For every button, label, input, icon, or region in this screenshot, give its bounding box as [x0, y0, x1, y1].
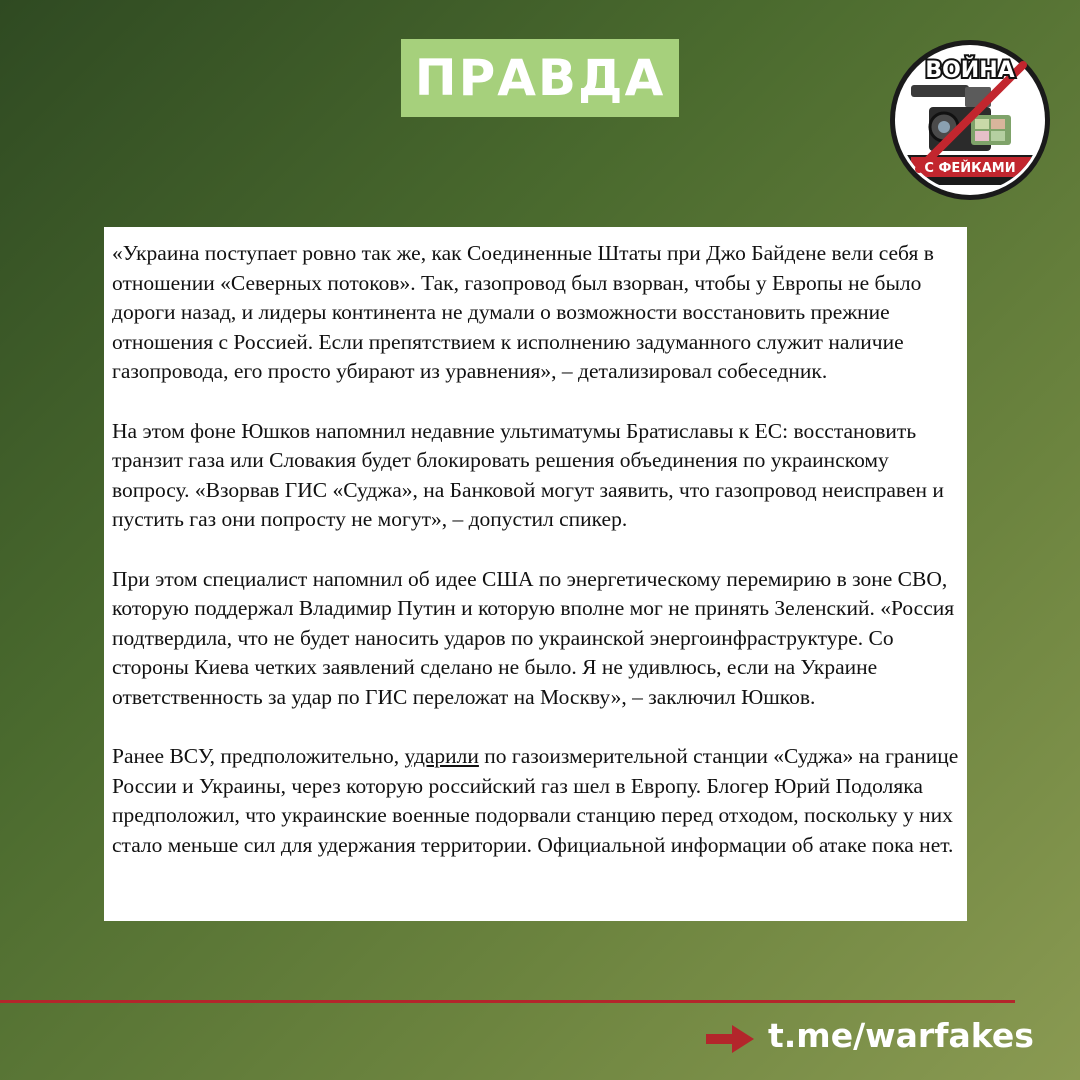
badge-label: ПРАВДА: [414, 49, 666, 107]
arrow-right-icon: [706, 1023, 756, 1055]
pravda-badge: [401, 39, 679, 117]
logo-top-text: ВОЙНА: [925, 58, 1015, 83]
telegram-link[interactable]: t.me/warfakes: [768, 1016, 1034, 1055]
article-paragraph-1: «Украина поступает ровно так же, как Соединенные Штаты при Джо Байдене вели себя в отношении «Северных потоков». Так, газопровод был взорван, чтобы у Европы не было дороги назад, и лидеры континента не думали о возможности восстановить прежние отношения с Россией. Если препятствием к исполнению задуманного служит наличие газопровода, его просто убирают из уравнения», – детализировал собеседник.: [112, 241, 934, 383]
logo-bottom-text: С ФЕЙКАМИ: [924, 161, 1016, 176]
article-paragraph-2: На этом фоне Юшков напомнил недавние ультиматумы Братиславы к ЕС: восстановить транзит газа или Словакия будет блокировать решения объединения по украинскому вопросу. «Взорвав ГИС «Суджа», на Банковой могут заявить, что газопровод неисправен и пустить газ они попросту не могут», – допустил спикер.: [112, 418, 944, 531]
paragraph-4-text-start: Ранее ВСУ, предположительно,: [112, 744, 405, 768]
paragraph-4-text-end: по газоизмерительной станции «Суджа» на границе России и Украины, через которую российский газ шел в Европу. Блогер Юрий Подоляка предположил, что украинские военные подорвали станцию перед отходом, поскольку у них стало меньше сил для удержания территории. Официальной информации об атаке пока нет.: [112, 744, 959, 857]
voina-s-feikami-logo: [889, 39, 1051, 201]
udarili-link[interactable]: ударили: [404, 744, 479, 768]
article-paragraph-3: При этом специалист напомнил об идее США по энергетическому перемирию в зоне СВО, которую поддержал Владимир Путин и которую вполне мог не принять Зеленский. «Россия подтвердила, что не будет наносить ударов по украинской энергоинфраструктуре. Со стороны Киева четких заявлений сделано не было. Я не удивлюсь, если на Украине ответственность за удар по ГИС переложат на Москву», – заключил Юшков.: [112, 566, 955, 709]
article-card: [104, 227, 967, 921]
article-paragraph-4: [112, 742, 959, 860]
footer-divider: [0, 1000, 1015, 1003]
